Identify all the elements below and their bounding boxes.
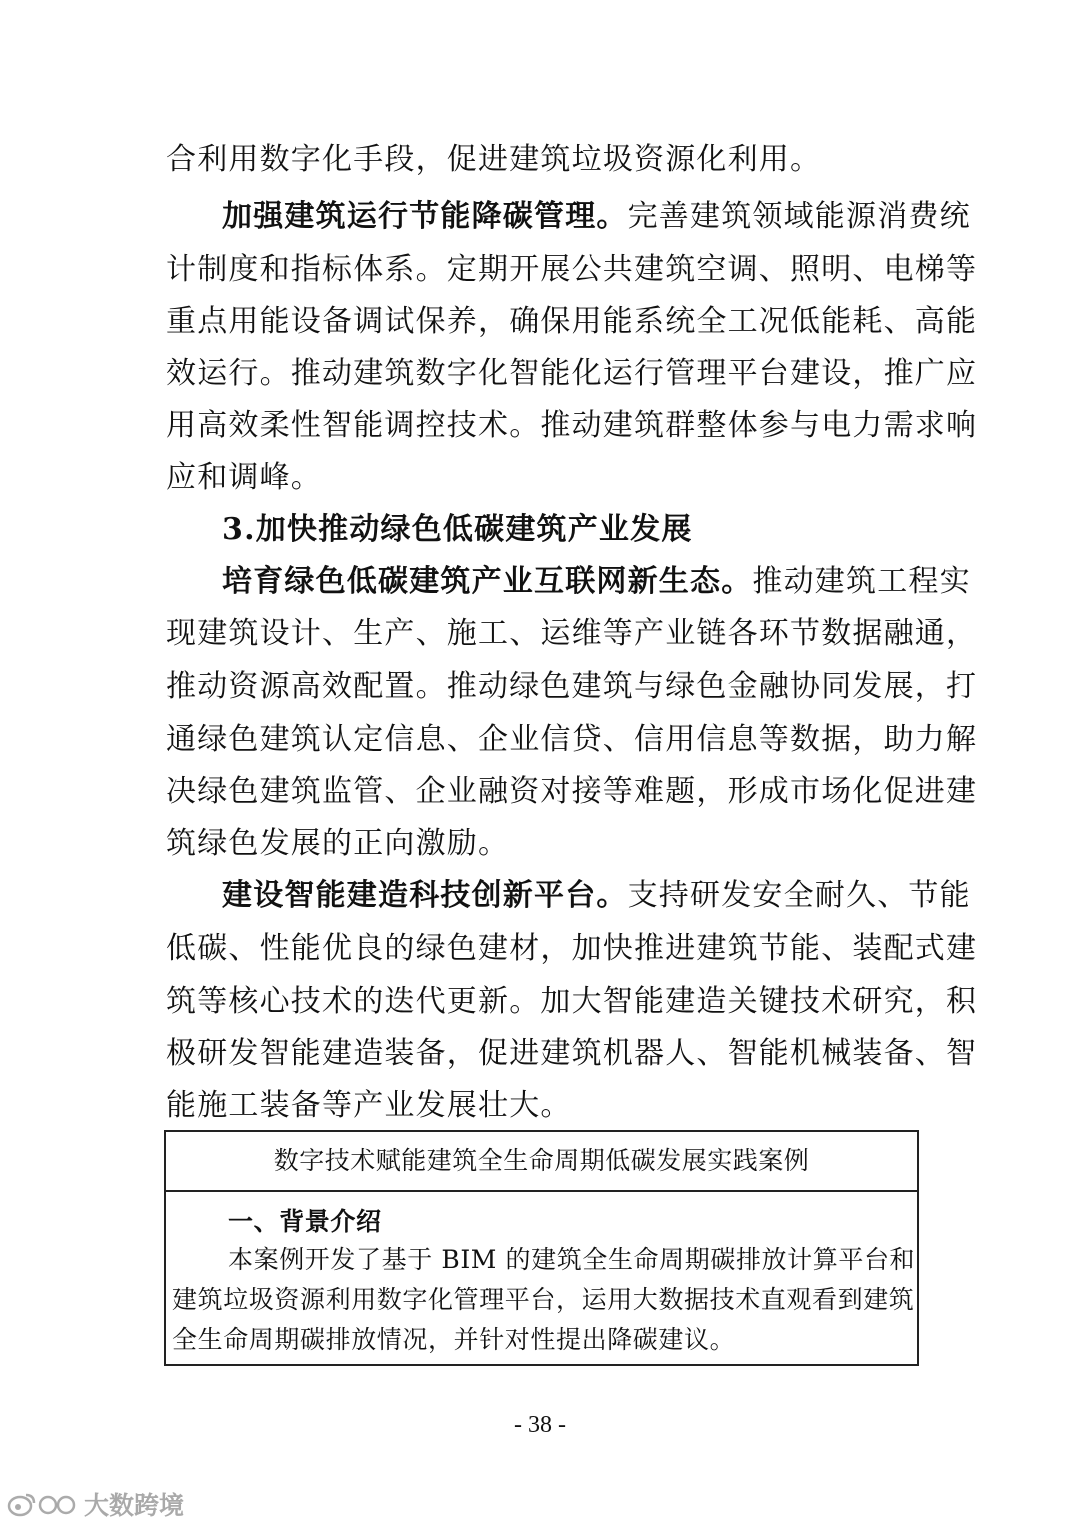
case-body-line: 建筑垃圾资源利用数字化管理平台，运用大数据技术直观看到建筑 — [172, 1285, 915, 1314]
paragraph-text: 完善建筑领域能源消费统 — [627, 199, 971, 234]
body-line: 计制度和指标体系。定期开展公共建筑空调、照明、电梯等 — [166, 252, 978, 287]
paragraph-lead: 培育绿色低碳建筑产业互联网新生态。 — [222, 564, 753, 599]
paragraph-text: 支持研发安全耐久、节能 — [627, 878, 971, 913]
case-section-heading: 一、背景介绍 — [228, 1207, 382, 1236]
body-line: 筑绿色发展的正向激励。 — [166, 826, 510, 861]
case-body-line: 全生命周期碳排放情况，并针对性提出降碳建议。 — [172, 1325, 736, 1354]
paragraph-first-line — [222, 562, 971, 602]
body-line: 效运行。推动建筑数字化智能化运行管理平台建设，推广应 — [166, 356, 978, 391]
body-line: 重点用能设备调试保养，确保用能系统全工况低能耗、高能 — [166, 304, 978, 339]
body-line: 推动资源高效配置。推动绿色建筑与绿色金融协同发展，打 — [166, 669, 978, 704]
body-line: 用高效柔性智能调控技术。推动建筑群整体参与电力需求响 — [166, 408, 978, 443]
page-number: - 38 - — [514, 1412, 566, 1438]
body-line: 低碳、性能优良的绿色建材，加快推进建筑节能、装配式建 — [166, 931, 978, 966]
weibo-style-logo-icon — [6, 1489, 78, 1519]
paragraph-lead: 建设智能建造科技创新平台。 — [222, 878, 628, 913]
case-study-title: 数字技术赋能建筑全生命周期低碳发展实践案例 — [166, 1132, 917, 1192]
paragraph-text: 推动建筑工程实 — [752, 564, 971, 599]
body-line: 通绿色建筑认定信息、企业信贷、信用信息等数据，助力解 — [166, 722, 978, 757]
case-study-box — [164, 1130, 919, 1366]
paragraph-first-line — [222, 197, 971, 237]
case-body-line: 本案例开发了基于 BIM 的建筑全生命周期碳排放计算平台和 — [228, 1245, 916, 1274]
watermark-text: 大数跨境 — [84, 1491, 185, 1520]
body-line: 应和调峰。 — [166, 460, 322, 495]
body-line: 现建筑设计、生产、施工、运维等产业链各环节数据融通， — [166, 616, 978, 651]
body-line: 极研发智能建造装备，促进建筑机器人、智能机械装备、智 — [166, 1036, 978, 1071]
section-heading: 3.加快推动绿色低碳建筑产业发展 — [222, 512, 693, 547]
paragraph-first-line — [222, 876, 971, 916]
paragraph-lead: 加强建筑运行节能降碳管理。 — [222, 199, 628, 234]
body-line: 能施工装备等产业发展壮大。 — [166, 1088, 572, 1123]
body-line: 合利用数字化手段，促进建筑垃圾资源化利用。 — [166, 142, 822, 177]
body-line: 决绿色建筑监管、企业融资对接等难题，形成市场化促进建 — [166, 774, 978, 809]
watermark — [6, 1487, 184, 1521]
body-line: 筑等核心技术的迭代更新。加大智能建造关键技术研究，积 — [166, 984, 978, 1019]
